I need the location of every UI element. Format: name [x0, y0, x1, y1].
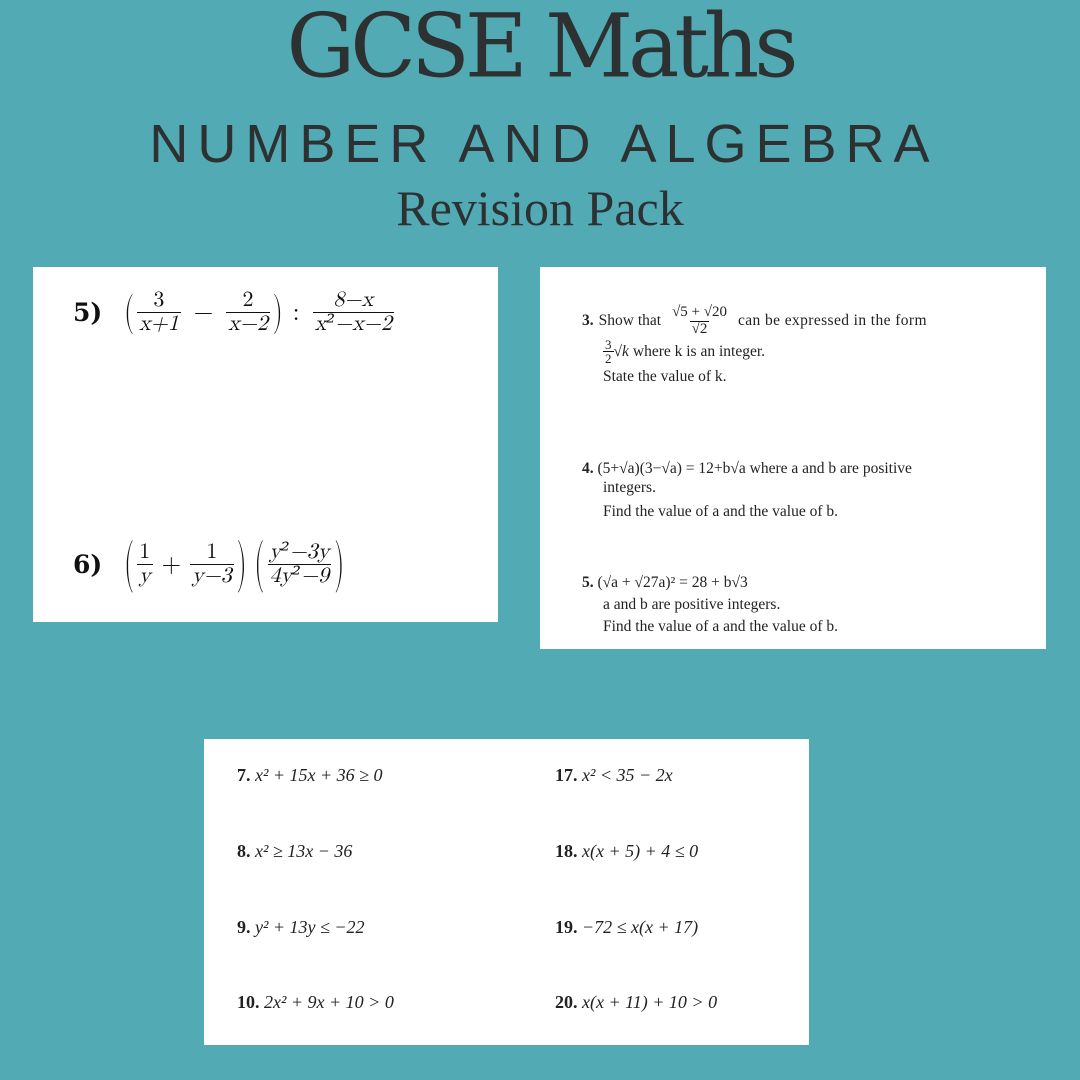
- inequality-item: 18. x(x + 5) + 4 ≤ 0: [555, 841, 699, 861]
- fraction: $\frac{3}{2}$: [605, 336, 612, 367]
- fraction: $\frac{2}{x-2}$: [228, 289, 268, 336]
- inequality-item: 20. x(x + 11) + 10 > 0: [555, 992, 718, 1012]
- page-title: GCSE Maths: [286, 0, 794, 99]
- inequality-item: 10. 2x² + 9x + 10 > 0: [237, 992, 394, 1012]
- page-subtitle: NUMBER AND ALGEBRA: [149, 114, 939, 174]
- question-number: 5.: [582, 574, 594, 591]
- question-number: 6): [73, 550, 103, 580]
- operator: −: [193, 299, 214, 325]
- operator: :: [292, 299, 300, 325]
- fraction: $\frac{1}{y-3}$: [192, 541, 232, 588]
- inequality-item: 17. x² < 35 − 2x: [555, 765, 673, 785]
- page-tagline: Revision Pack: [396, 180, 684, 236]
- close-paren: ): [334, 537, 345, 590]
- question-number: 4.: [582, 460, 594, 477]
- inequality-item: 9. y² + 13y ≤ −22: [237, 917, 365, 937]
- inequality-item: 19. −72 ≤ x(x + 17): [555, 917, 699, 937]
- question-5-surds: 5. (√a + √27a)² = 28 + b√3 a and b are positive integers. Find the value of a and the value of b.: [582, 574, 839, 635]
- open-paren: (: [124, 537, 134, 590]
- question-number: 3.: [582, 312, 594, 330]
- fraction: $\frac{8-x}{\text{x²−x−2}}$: [314, 289, 392, 336]
- fraction: $\frac{√5 + √20}{√2}$: [672, 304, 727, 337]
- question-number: 5): [73, 298, 103, 328]
- worksheet-card-fractions: [33, 267, 498, 622]
- operator: +: [161, 551, 182, 577]
- close-paren: ): [236, 537, 247, 590]
- fraction: $\frac{1}{y}$: [138, 541, 151, 588]
- fraction: $\frac{3}{x+1}$: [138, 289, 179, 336]
- fraction: $\frac{\text{y²−3y}}{\text{4y²−9}}$: [269, 541, 330, 588]
- worksheet-card-surds: [540, 267, 1046, 649]
- inequality-item: 7. x² + 15x + 36 ≥ 0: [237, 765, 383, 785]
- worksheet-card-inequalities: [204, 739, 809, 1045]
- question-5: [73, 289, 397, 336]
- question-4: 4. (5+√a)(3−√a) = 12+b√a where a and b are positive integers. Find the value of a and the value of b.: [582, 460, 912, 520]
- question-6: [73, 537, 345, 590]
- question-3: 3. Show that $\frac{√5 + √20}{√2}$ can be expressed in the form $\frac{3}{2}$ √k where k is an integer. State the value of k.: [582, 304, 927, 385]
- open-paren: (: [254, 537, 265, 590]
- open-paren: (: [124, 291, 134, 332]
- close-paren: ): [272, 291, 283, 332]
- inequality-item: 8. x² ≥ 13x − 36: [237, 841, 353, 861]
